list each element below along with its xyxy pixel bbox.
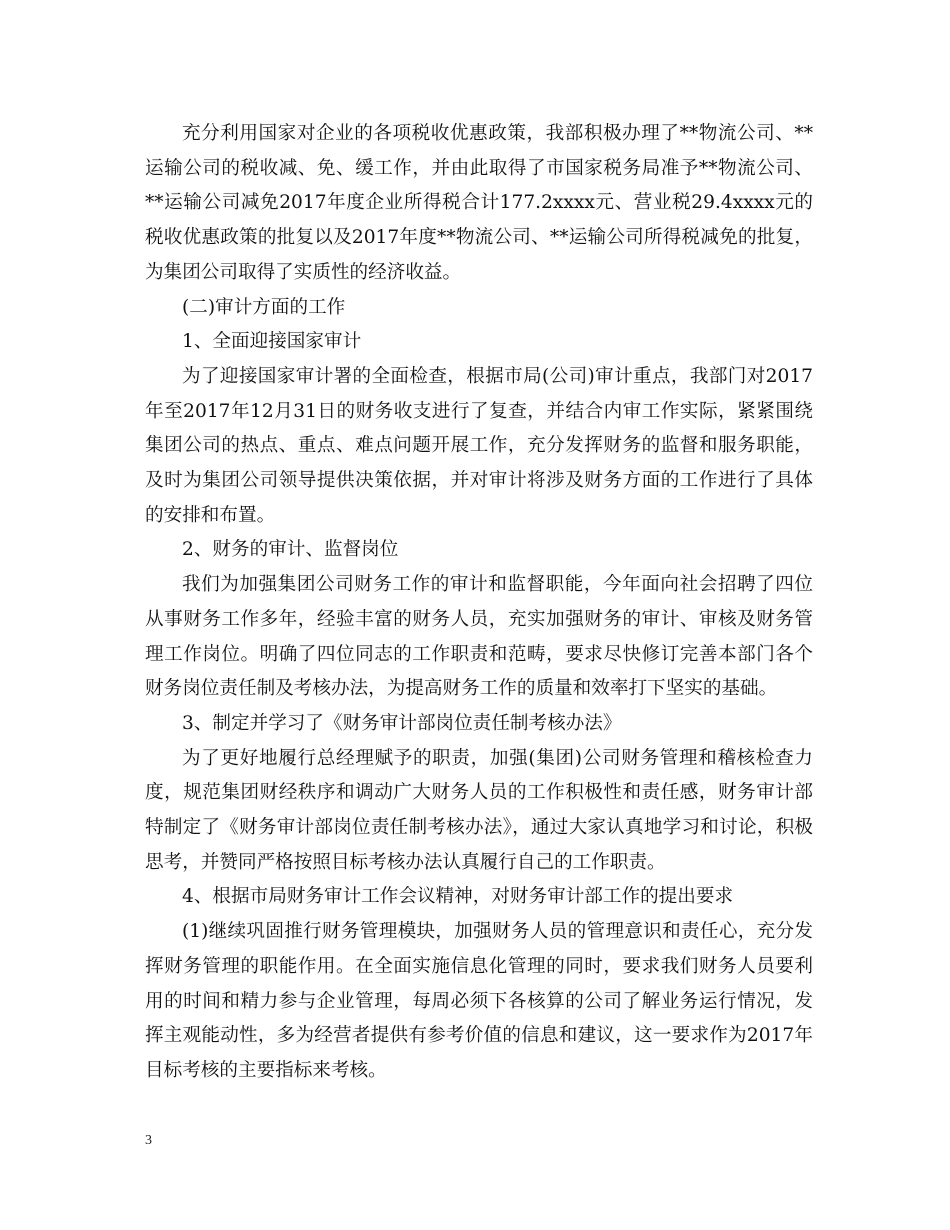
section-heading-audit: (二)审计方面的工作 [182, 296, 346, 318]
subheading-assessment-method: 3、制定并学习了《财务审计部岗位责任制考核办法》 [182, 712, 622, 734]
paragraph-requirement-1: (1)继续巩固推行财务管理模块，加强财务人员的管理意识和责任心，充分发挥财务管理的职能作用。在全面实施信息化管理的同时，要求我们财务人员要利用的时间和精力参与企业管理，每周必须下各核算的公司了解业务运行情况，发挥主观能动性，多为经营者提供有参考价值的信息和建议，这一要求作为2017年目标考核的主要指标来考核。 [145, 921, 813, 1081]
subheading-national-audit: 1、全面迎接国家审计 [182, 331, 362, 353]
paragraph-national-audit: 为了迎接国家审计署的全面检查，根据市局(公司)审计重点，我部门对2017年至2017年12月31日的财务收支进行了复查，并结合内审工作实际，紧紧围绕集团公司的热点、重点、难点问题开展工作，充分发挥财务的监督和服务职能，及时为集团公司领导提供决策依据，并对审计将涉及财务方面的工作进行了具体的安排和布置。 [145, 365, 813, 526]
page-number: 3 [145, 1133, 152, 1148]
paragraph-audit-posts: 我们为加强集团公司财务工作的审计和监督职能，今年面向社会招聘了四位从事财务工作多年，经验丰富的财务人员，充实加强财务的审计、审核及财务管理工作岗位。明确了四位同志的工作职责和范畴，要求尽快修订完善本部门各个财务岗位责任制及考核办法，为提高财务工作的质量和效率打下坚实的基础。 [145, 574, 813, 700]
subheading-meeting-requirements: 4、根据市局财务审计工作会议精神，对财务审计部工作的提出要求 [182, 886, 734, 908]
paragraph-tax-benefits: 充分利用国家对企业的各项税收优惠政策，我部积极办理了**物流公司、**运输公司的税收减、免、缓工作，并由此取得了市国家税务局准予**物流公司、**运输公司减免2017年度企业所得税合计177.2xxxx元、营业税29.4xxxx元的税收优惠政策的批复以及2017年度**物流公司、**运输公司所得税减免的批复，为集团公司取得了实质性的经济收益。 [145, 123, 813, 283]
paragraph-assessment-method: 为了更好地履行总经理赋予的职责，加强(集团)公司财务管理和稽核检查力度，规范集团财经秩序和调动广大财务人员的工作积极性和责任感，财务审计部特制定了《财务审计部岗位责任制考核办法》，通过大家认真地学习和讨论，积极思考，并赞同严格按照目标考核办法认真履行自己的工作职责。 [145, 747, 813, 873]
document-body [145, 117, 813, 1089]
subheading-audit-posts: 2、财务的审计、监督岗位 [182, 539, 399, 561]
